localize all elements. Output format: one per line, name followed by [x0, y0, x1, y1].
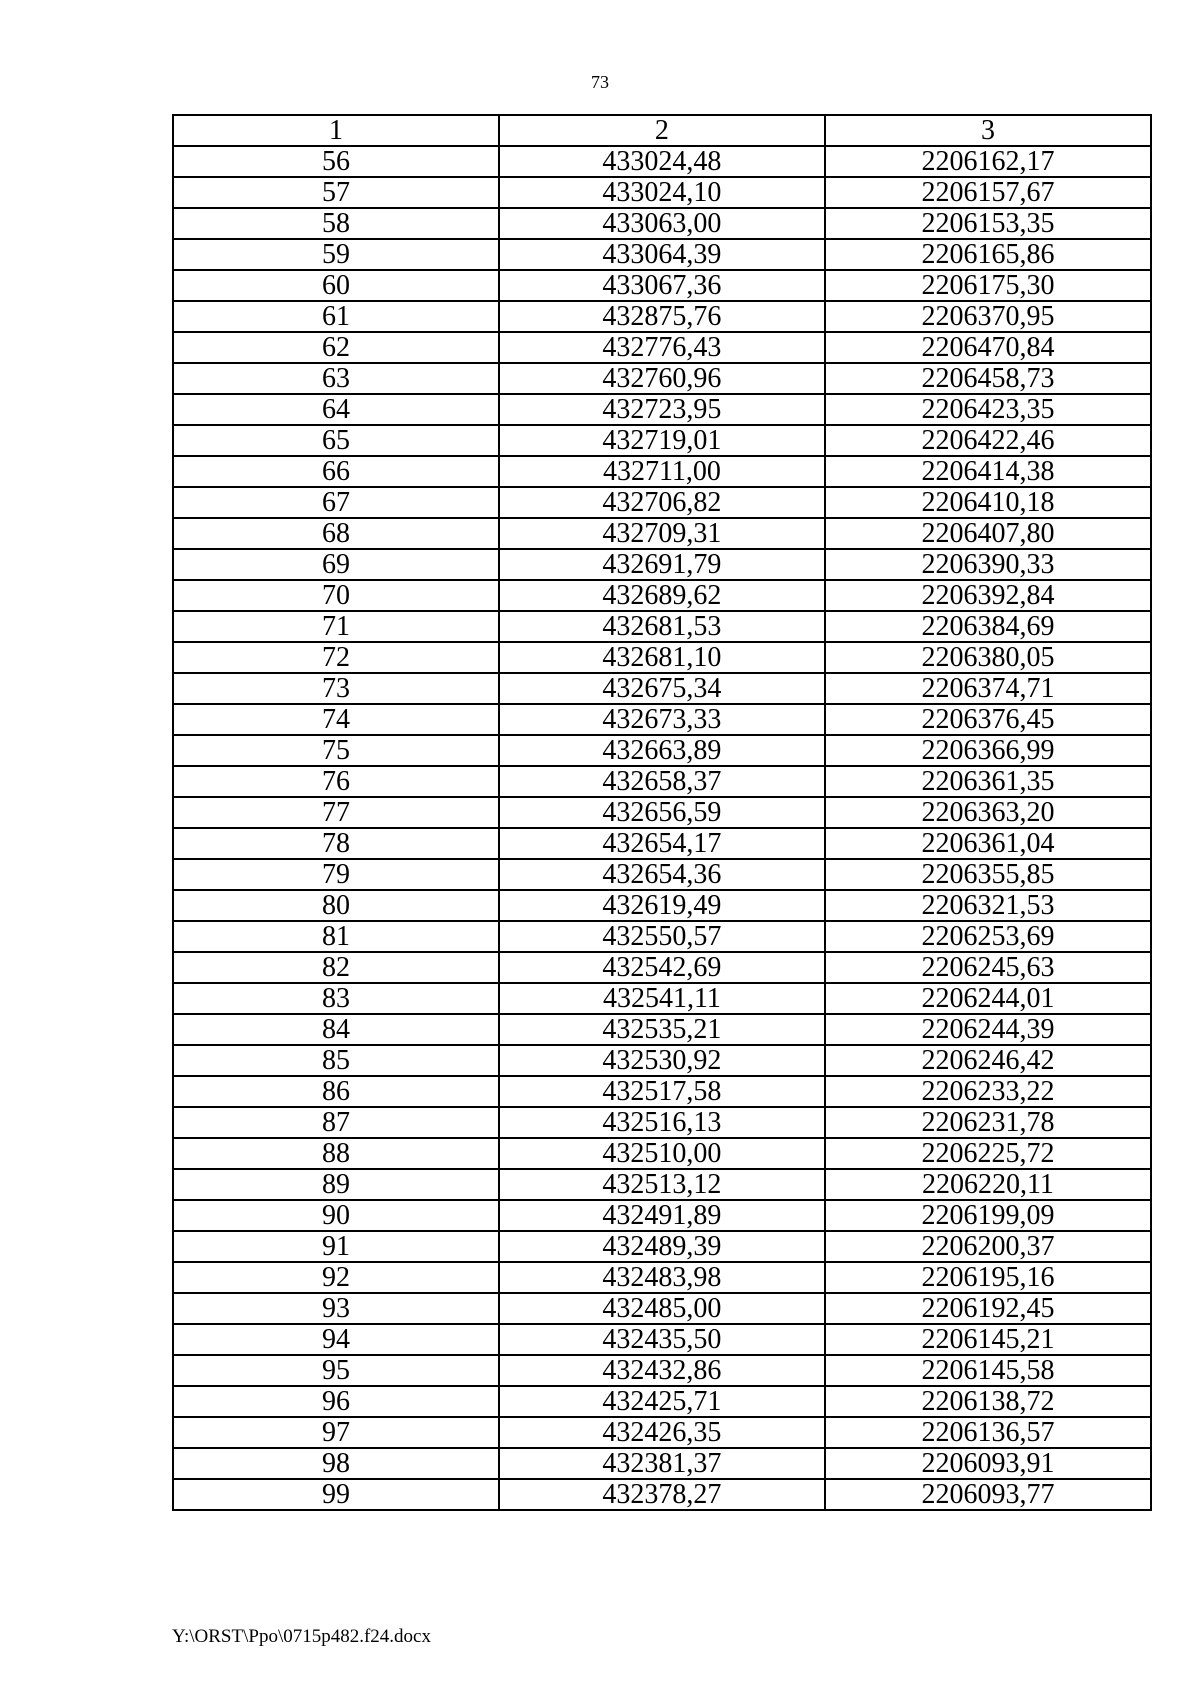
table-row [173, 332, 1151, 363]
y-coordinate-cell: 2206145,58 [825, 1355, 1151, 1386]
table-header-row [173, 115, 1151, 146]
y-coordinate-cell: 2206470,84 [825, 332, 1151, 363]
table-row [173, 983, 1151, 1014]
x-coordinate-cell: 432691,79 [499, 549, 825, 580]
x-coordinate-cell: 432760,96 [499, 363, 825, 394]
table-row [173, 1417, 1151, 1448]
x-coordinate-cell: 432432,86 [499, 1355, 825, 1386]
table-row [173, 177, 1151, 208]
point-number-cell: 74 [173, 704, 499, 735]
x-coordinate-cell: 432510,00 [499, 1138, 825, 1169]
y-coordinate-cell: 2206376,45 [825, 704, 1151, 735]
table-row [173, 828, 1151, 859]
y-coordinate-cell: 2206410,18 [825, 487, 1151, 518]
y-coordinate-cell: 2206165,86 [825, 239, 1151, 270]
point-number-cell: 78 [173, 828, 499, 859]
table-row [173, 1293, 1151, 1324]
header-cell-y-coordinate: 3 [825, 115, 1151, 146]
table-row [173, 952, 1151, 983]
point-number-cell: 62 [173, 332, 499, 363]
x-coordinate-cell: 432550,57 [499, 921, 825, 952]
x-coordinate-cell: 432654,17 [499, 828, 825, 859]
point-number-cell: 84 [173, 1014, 499, 1045]
table-row [173, 1138, 1151, 1169]
point-number-cell: 70 [173, 580, 499, 611]
y-coordinate-cell: 2206422,46 [825, 425, 1151, 456]
y-coordinate-cell: 2206414,38 [825, 456, 1151, 487]
x-coordinate-cell: 432689,62 [499, 580, 825, 611]
x-coordinate-cell: 432719,01 [499, 425, 825, 456]
y-coordinate-cell: 2206253,69 [825, 921, 1151, 952]
point-number-cell: 65 [173, 425, 499, 456]
point-number-cell: 89 [173, 1169, 499, 1200]
y-coordinate-cell: 2206384,69 [825, 611, 1151, 642]
table-row [173, 580, 1151, 611]
table-row [173, 425, 1151, 456]
y-coordinate-cell: 2206244,39 [825, 1014, 1151, 1045]
x-coordinate-cell: 432681,53 [499, 611, 825, 642]
x-coordinate-cell: 433063,00 [499, 208, 825, 239]
table-row [173, 1262, 1151, 1293]
y-coordinate-cell: 2206361,35 [825, 766, 1151, 797]
point-number-cell: 71 [173, 611, 499, 642]
table-row [173, 1386, 1151, 1417]
table-row [173, 518, 1151, 549]
x-coordinate-cell: 432483,98 [499, 1262, 825, 1293]
x-coordinate-cell: 432723,95 [499, 394, 825, 425]
point-number-cell: 56 [173, 146, 499, 177]
point-number-cell: 57 [173, 177, 499, 208]
y-coordinate-cell: 2206458,73 [825, 363, 1151, 394]
point-number-cell: 86 [173, 1076, 499, 1107]
x-coordinate-cell: 432709,31 [499, 518, 825, 549]
point-number-cell: 64 [173, 394, 499, 425]
y-coordinate-cell: 2206423,35 [825, 394, 1151, 425]
table-row [173, 735, 1151, 766]
y-coordinate-cell: 2206392,84 [825, 580, 1151, 611]
x-coordinate-cell: 432658,37 [499, 766, 825, 797]
y-coordinate-cell: 2206145,21 [825, 1324, 1151, 1355]
point-number-cell: 63 [173, 363, 499, 394]
y-coordinate-cell: 2206380,05 [825, 642, 1151, 673]
point-number-cell: 59 [173, 239, 499, 270]
table-row [173, 1107, 1151, 1138]
y-coordinate-cell: 2206195,16 [825, 1262, 1151, 1293]
point-number-cell: 73 [173, 673, 499, 704]
table-row [173, 921, 1151, 952]
point-number-cell: 77 [173, 797, 499, 828]
point-number-cell: 72 [173, 642, 499, 673]
point-number-cell: 92 [173, 1262, 499, 1293]
table-row [173, 642, 1151, 673]
footer-file-path: Y:\ORST\Ppo\0715p482.f24.docx [172, 1626, 431, 1647]
x-coordinate-cell: 433067,36 [499, 270, 825, 301]
point-number-cell: 98 [173, 1448, 499, 1479]
point-number-cell: 67 [173, 487, 499, 518]
x-coordinate-cell: 432485,00 [499, 1293, 825, 1324]
y-coordinate-cell: 2206093,77 [825, 1479, 1151, 1510]
point-number-cell: 95 [173, 1355, 499, 1386]
table-row [173, 704, 1151, 735]
table-row [173, 797, 1151, 828]
point-number-cell: 76 [173, 766, 499, 797]
x-coordinate-cell: 432378,27 [499, 1479, 825, 1510]
point-number-cell: 60 [173, 270, 499, 301]
table-row [173, 363, 1151, 394]
x-coordinate-cell: 432491,89 [499, 1200, 825, 1231]
x-coordinate-cell: 432541,11 [499, 983, 825, 1014]
point-number-cell: 82 [173, 952, 499, 983]
point-number-cell: 81 [173, 921, 499, 952]
header-cell-x-coordinate: 2 [499, 115, 825, 146]
y-coordinate-cell: 2206374,71 [825, 673, 1151, 704]
table-row [173, 1479, 1151, 1510]
table-row [173, 1169, 1151, 1200]
y-coordinate-cell: 2206390,33 [825, 549, 1151, 580]
y-coordinate-cell: 2206370,95 [825, 301, 1151, 332]
table-row [173, 270, 1151, 301]
table-row [173, 859, 1151, 890]
x-coordinate-cell: 432776,43 [499, 332, 825, 363]
y-coordinate-cell: 2206321,53 [825, 890, 1151, 921]
x-coordinate-cell: 432663,89 [499, 735, 825, 766]
table-row [173, 239, 1151, 270]
coordinates-table [172, 114, 1152, 1511]
y-coordinate-cell: 2206200,37 [825, 1231, 1151, 1262]
point-number-cell: 79 [173, 859, 499, 890]
table-row [173, 890, 1151, 921]
x-coordinate-cell: 432381,37 [499, 1448, 825, 1479]
x-coordinate-cell: 432711,00 [499, 456, 825, 487]
y-coordinate-cell: 2206199,09 [825, 1200, 1151, 1231]
y-coordinate-cell: 2206231,78 [825, 1107, 1151, 1138]
table-row [173, 1355, 1151, 1386]
x-coordinate-cell: 432426,35 [499, 1417, 825, 1448]
x-coordinate-cell: 433064,39 [499, 239, 825, 270]
table-row [173, 549, 1151, 580]
table-row [173, 1324, 1151, 1355]
y-coordinate-cell: 2206220,11 [825, 1169, 1151, 1200]
y-coordinate-cell: 2206157,67 [825, 177, 1151, 208]
x-coordinate-cell: 432875,76 [499, 301, 825, 332]
y-coordinate-cell: 2206361,04 [825, 828, 1151, 859]
table-row [173, 394, 1151, 425]
y-coordinate-cell: 2206175,30 [825, 270, 1151, 301]
y-coordinate-cell: 2206366,99 [825, 735, 1151, 766]
table-row [173, 1231, 1151, 1262]
point-number-cell: 87 [173, 1107, 499, 1138]
point-number-cell: 58 [173, 208, 499, 239]
table-header [173, 115, 1151, 146]
x-coordinate-cell: 432542,69 [499, 952, 825, 983]
y-coordinate-cell: 2206153,35 [825, 208, 1151, 239]
x-coordinate-cell: 432675,34 [499, 673, 825, 704]
table-row [173, 1448, 1151, 1479]
point-number-cell: 91 [173, 1231, 499, 1262]
y-coordinate-cell: 2206093,91 [825, 1448, 1151, 1479]
x-coordinate-cell: 432619,49 [499, 890, 825, 921]
point-number-cell: 94 [173, 1324, 499, 1355]
table-row [173, 1014, 1151, 1045]
y-coordinate-cell: 2206245,63 [825, 952, 1151, 983]
point-number-cell: 68 [173, 518, 499, 549]
x-coordinate-cell: 432530,92 [499, 1045, 825, 1076]
x-coordinate-cell: 432516,13 [499, 1107, 825, 1138]
point-number-cell: 83 [173, 983, 499, 1014]
y-coordinate-cell: 2206244,01 [825, 983, 1151, 1014]
point-number-cell: 99 [173, 1479, 499, 1510]
table-row [173, 301, 1151, 332]
y-coordinate-cell: 2206225,72 [825, 1138, 1151, 1169]
y-coordinate-cell: 2206246,42 [825, 1045, 1151, 1076]
point-number-cell: 80 [173, 890, 499, 921]
x-coordinate-cell: 432706,82 [499, 487, 825, 518]
table-row [173, 146, 1151, 177]
y-coordinate-cell: 2206136,57 [825, 1417, 1151, 1448]
table-row [173, 1200, 1151, 1231]
point-number-cell: 88 [173, 1138, 499, 1169]
table-row [173, 1045, 1151, 1076]
table-row [173, 208, 1151, 239]
x-coordinate-cell: 432435,50 [499, 1324, 825, 1355]
table-body [173, 146, 1151, 1510]
x-coordinate-cell: 432656,59 [499, 797, 825, 828]
y-coordinate-cell: 2206407,80 [825, 518, 1151, 549]
y-coordinate-cell: 2206355,85 [825, 859, 1151, 890]
x-coordinate-cell: 432489,39 [499, 1231, 825, 1262]
point-number-cell: 96 [173, 1386, 499, 1417]
point-number-cell: 90 [173, 1200, 499, 1231]
x-coordinate-cell: 432654,36 [499, 859, 825, 890]
table-row [173, 766, 1151, 797]
y-coordinate-cell: 2206162,17 [825, 146, 1151, 177]
point-number-cell: 61 [173, 301, 499, 332]
table-row [173, 487, 1151, 518]
point-number-cell: 66 [173, 456, 499, 487]
x-coordinate-cell: 432517,58 [499, 1076, 825, 1107]
point-number-cell: 69 [173, 549, 499, 580]
y-coordinate-cell: 2206192,45 [825, 1293, 1151, 1324]
table-row [173, 1076, 1151, 1107]
y-coordinate-cell: 2206363,20 [825, 797, 1151, 828]
point-number-cell: 75 [173, 735, 499, 766]
table-row [173, 611, 1151, 642]
x-coordinate-cell: 433024,10 [499, 177, 825, 208]
x-coordinate-cell: 433024,48 [499, 146, 825, 177]
point-number-cell: 97 [173, 1417, 499, 1448]
table-row [173, 673, 1151, 704]
point-number-cell: 93 [173, 1293, 499, 1324]
y-coordinate-cell: 2206138,72 [825, 1386, 1151, 1417]
x-coordinate-cell: 432513,12 [499, 1169, 825, 1200]
y-coordinate-cell: 2206233,22 [825, 1076, 1151, 1107]
x-coordinate-cell: 432673,33 [499, 704, 825, 735]
x-coordinate-cell: 432425,71 [499, 1386, 825, 1417]
page-number: 73 [591, 72, 609, 92]
x-coordinate-cell: 432681,10 [499, 642, 825, 673]
header-cell-point-number: 1 [173, 115, 499, 146]
table-row [173, 456, 1151, 487]
x-coordinate-cell: 432535,21 [499, 1014, 825, 1045]
point-number-cell: 85 [173, 1045, 499, 1076]
